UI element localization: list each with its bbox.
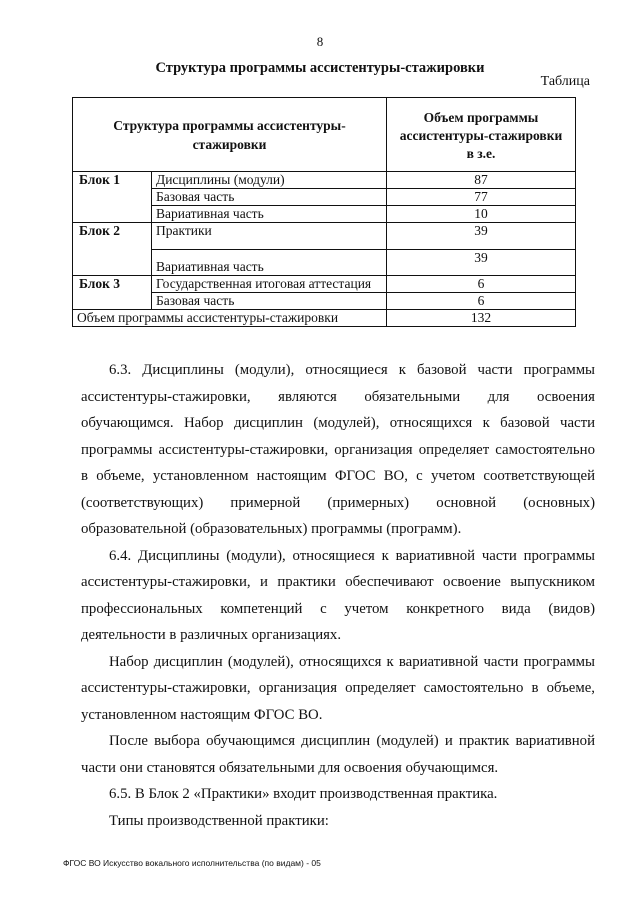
block-cell: Блок 3 [73,276,152,293]
footer: ФГОС ВО Искусство вокального исполнительства (по видам) - 05 [63,858,321,868]
block-cell [73,206,152,223]
body-text [81,357,595,834]
total-value: 132 [387,310,576,327]
row-name: Базовая часть [152,189,387,206]
row-name: Базовая часть [152,293,387,310]
table-row [73,172,576,189]
block-cell [73,189,152,206]
table-row [73,223,576,250]
row-value: 10 [387,206,576,223]
block-cell [73,249,152,276]
table-header-row [73,98,576,172]
table-row [73,293,576,310]
header-structure: Структура программы ассистентуры-стажировки [73,98,387,172]
row-value: 39 [387,249,576,276]
block-cell: Блок 1 [73,172,152,189]
row-value: 39 [387,223,576,250]
table-row [73,206,576,223]
paragraph-practice-types: Типы производственной практики: [109,812,329,829]
paragraph-6-5: 6.5. В Блок 2 «Практики» входит производственная практика. [109,786,498,802]
table-title: Структура программы ассистентуры-стажировки [155,60,485,76]
paragraph-variative-set: Набор дисциплин (модулей), относящихся к вариативной части программы ассистентуры-стажировки, организация определяет самостоятельно в объеме, установленном настоящим ФГОС ВО. [81,653,595,723]
table-total-row [73,310,576,327]
total-label: Объем программы ассистентуры-стажировки [73,310,387,327]
header-volume: Объем программы ассистентуры-стажировки в з.е. [387,98,576,172]
row-name: Практики [152,223,387,250]
block-cell: Блок 2 [73,223,152,250]
table-label: Таблица [540,74,590,89]
paragraph-after-choice: После выбора обучающимся дисциплин (модулей) и практик вариативной части они становятся обязательными для освоения обучающимся. [81,733,595,776]
row-value: 77 [387,189,576,206]
row-value: 6 [387,293,576,310]
block-cell [73,293,152,310]
table-row [73,249,576,276]
row-name: Государственная итоговая аттестация [152,276,387,293]
row-name: Дисциплины (модули) [152,172,387,189]
page-number: 8 [316,34,324,49]
row-name: Вариативная часть [152,206,387,223]
row-value: 87 [387,172,576,189]
structure-table [72,97,576,327]
paragraph-6-4: 6.4. Дисциплины (модули), относящиеся к вариативной части программы ассистентуры-стажировки, и практики обеспечивают освоение выпускником профессиональных компетенций с учетом конкретного вида (видов) деятельности в различных организациях. [81,547,595,643]
row-value: 6 [387,276,576,293]
row-name: Вариативная часть [152,249,387,276]
table-row [73,276,576,293]
table-row [73,189,576,206]
paragraph-6-3: 6.3. Дисциплины (модули), относящиеся к базовой части программы ассистентуры-стажировки, являются обязательными для освоения обучающимся. Набор дисциплин (модулей), относящихся к базовой части программы ассистентуры-стажировки, организация определяет самостоятельно в объеме, установленном настоящим ФГОС ВО, с учетом соответствующей (соответствующих) примерной (примерных) основной (основных) образовательной (образовательных) программы (программ). [81,362,595,537]
